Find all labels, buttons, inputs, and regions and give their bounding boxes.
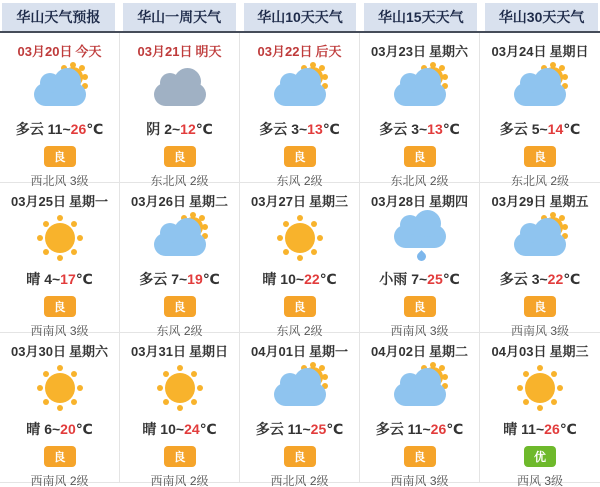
weekday-text: 星期二 (188, 194, 228, 209)
weekday-text: 今天 (75, 44, 102, 59)
temperature: 多云 11~26℃ (375, 421, 464, 437)
temperature: 多云 7~19℃ (139, 271, 220, 287)
temperature: 多云 3~22℃ (499, 271, 581, 287)
high-temp: 14 (547, 121, 564, 137)
high-temp: 12 (180, 121, 196, 137)
date-text: 03月26日 (131, 194, 186, 209)
date-text: 03月31日 (131, 344, 186, 359)
partly-cloudy-icon (387, 362, 453, 414)
day-card[interactable] (480, 183, 600, 338)
day-card[interactable] (360, 333, 480, 487)
temperature: 晴 10~22℃ (262, 271, 337, 287)
date-text: 03月23日 (371, 44, 426, 59)
temperature: 多云 11~25℃ (255, 421, 344, 437)
aqi-badge: 良 (404, 296, 436, 317)
date-label (492, 341, 589, 360)
date-text: 03月30日 (11, 344, 66, 359)
temperature: 小雨 7~25℃ (379, 271, 460, 287)
temperature: 多云 11~26℃ (15, 121, 104, 137)
wind-label: 东风 2级 (276, 174, 323, 188)
weekday-text: 星期三 (308, 194, 348, 209)
wind-label: 西北风 2级 (270, 474, 329, 487)
date-text: 03月21日 (137, 44, 193, 59)
tab-forecast[interactable]: 华山天气预报 (2, 3, 115, 31)
aqi-badge: 优 (524, 446, 556, 467)
aqi-badge: 良 (524, 146, 556, 167)
high-temp: 26 (70, 121, 87, 137)
partly-cloudy-icon (147, 212, 213, 264)
date-text: 03月29日 (491, 194, 547, 209)
partly-cloudy-icon (267, 362, 333, 414)
day-card[interactable] (360, 183, 480, 338)
weekday-text: 星期日 (188, 344, 228, 359)
temperature: 多云 3~13℃ (379, 121, 460, 137)
aqi-badge: 良 (284, 146, 316, 167)
weekday-text: 星期二 (428, 344, 468, 359)
wind-label: 西风 3级 (516, 474, 563, 487)
high-temp: 26 (544, 421, 560, 437)
date-label (371, 41, 468, 60)
date-text: 03月24日 (491, 44, 547, 59)
overcast-icon (147, 62, 213, 114)
aqi-badge: 良 (404, 146, 436, 167)
date-label (18, 41, 102, 60)
day-card[interactable] (360, 33, 480, 188)
date-label (251, 341, 348, 360)
sun-icon (507, 362, 573, 414)
aqi-badge: 良 (404, 446, 436, 467)
weekday-text: 星期六 (68, 344, 108, 359)
wind-label: 西南风 3级 (390, 324, 449, 338)
date-label (258, 41, 342, 60)
day-card[interactable] (0, 183, 120, 338)
temperature: 晴 11~26℃ (503, 421, 577, 437)
weekday-text: 星期五 (549, 194, 589, 209)
date-text: 04月03日 (491, 344, 547, 359)
date-text: 04月01日 (251, 344, 306, 359)
day-card[interactable] (0, 333, 120, 487)
day-card[interactable] (240, 33, 360, 188)
date-text: 03月25日 (11, 194, 66, 209)
date-label (492, 191, 589, 210)
aqi-badge: 良 (44, 446, 76, 467)
partly-cloudy-icon (27, 62, 93, 114)
temperature: 晴 4~17℃ (26, 271, 93, 287)
day-card[interactable] (240, 183, 360, 338)
day-card[interactable] (480, 333, 600, 487)
weekday-text: 星期日 (549, 44, 589, 59)
weekday-text: 星期一 (68, 194, 108, 209)
temperature: 阴 2~12℃ (146, 121, 213, 137)
temperature: 晴 10~24℃ (142, 421, 217, 437)
date-label (11, 341, 108, 360)
temperature: 晴 6~20℃ (26, 421, 93, 437)
date-label (11, 191, 108, 210)
high-temp: 13 (307, 121, 323, 137)
weekday-text: 星期三 (549, 344, 589, 359)
high-temp: 25 (427, 271, 443, 287)
partly-cloudy-icon (387, 62, 453, 114)
wind-label: 西南风 2级 (30, 474, 89, 487)
wind-label: 西北风 3级 (30, 174, 89, 188)
wind-label: 西南风 2级 (150, 474, 209, 487)
weekday-text: 星期四 (428, 194, 468, 209)
tab-15day[interactable]: 华山15天天气 (364, 3, 477, 31)
aqi-badge: 良 (524, 296, 556, 317)
high-temp: 22 (304, 271, 320, 287)
date-label (371, 191, 468, 210)
weekday-text: 明天 (195, 44, 222, 59)
wind-label: 东北风 2级 (390, 174, 449, 188)
high-temp: 13 (427, 121, 443, 137)
tab-week[interactable]: 华山一周天气 (123, 3, 236, 31)
date-label (131, 191, 228, 210)
aqi-badge: 良 (164, 146, 196, 167)
temperature: 多云 5~14℃ (499, 121, 581, 137)
wind-label: 东北风 2级 (150, 174, 209, 188)
temperature: 多云 3~13℃ (259, 121, 340, 137)
date-text: 03月22日 (257, 44, 313, 59)
day-card[interactable] (120, 33, 240, 188)
high-temp: 26 (430, 421, 447, 437)
partly-cloudy-icon (507, 212, 573, 264)
date-label (131, 341, 228, 360)
aqi-badge: 良 (44, 296, 76, 317)
tab-30day[interactable]: 华山30天天气 (485, 3, 598, 31)
date-text: 03月20日 (17, 44, 73, 59)
forecast-grid (0, 33, 600, 487)
wind-label: 东风 2级 (156, 324, 203, 338)
high-temp: 20 (60, 421, 76, 437)
aqi-badge: 良 (284, 296, 316, 317)
sun-icon (27, 212, 93, 264)
wind-label: 西南风 3级 (30, 324, 89, 338)
date-label (138, 41, 222, 60)
tab-bar (0, 0, 600, 33)
day-card[interactable] (120, 183, 240, 338)
high-temp: 22 (547, 271, 564, 287)
high-temp: 19 (187, 271, 203, 287)
high-temp: 25 (310, 421, 327, 437)
weekday-text: 星期六 (428, 44, 468, 59)
date-label (371, 341, 468, 360)
day-card[interactable] (0, 33, 120, 188)
day-card[interactable] (480, 33, 600, 188)
date-label (492, 41, 589, 60)
rain-icon (387, 212, 453, 264)
sun-icon (147, 362, 213, 414)
partly-cloudy-icon (267, 62, 333, 114)
date-label (251, 191, 348, 210)
wind-label: 西南风 3级 (390, 474, 449, 487)
day-card[interactable] (240, 333, 360, 487)
date-text: 03月28日 (371, 194, 426, 209)
aqi-badge: 良 (164, 446, 196, 467)
tab-10day[interactable]: 华山10天天气 (244, 3, 357, 31)
wind-label: 东北风 2级 (510, 174, 569, 188)
wind-label: 东风 2级 (276, 324, 323, 338)
wind-label: 西南风 3级 (510, 324, 569, 338)
sun-icon (267, 212, 333, 264)
date-text: 04月02日 (371, 344, 426, 359)
weekday-text: 后天 (315, 44, 342, 59)
weekday-text: 星期一 (308, 344, 348, 359)
sun-icon (27, 362, 93, 414)
high-temp: 17 (60, 271, 76, 287)
aqi-badge: 良 (284, 446, 316, 467)
high-temp: 24 (184, 421, 200, 437)
aqi-badge: 良 (44, 146, 76, 167)
day-card[interactable] (120, 333, 240, 487)
aqi-badge: 良 (164, 296, 196, 317)
date-text: 03月27日 (251, 194, 306, 209)
partly-cloudy-icon (507, 62, 573, 114)
